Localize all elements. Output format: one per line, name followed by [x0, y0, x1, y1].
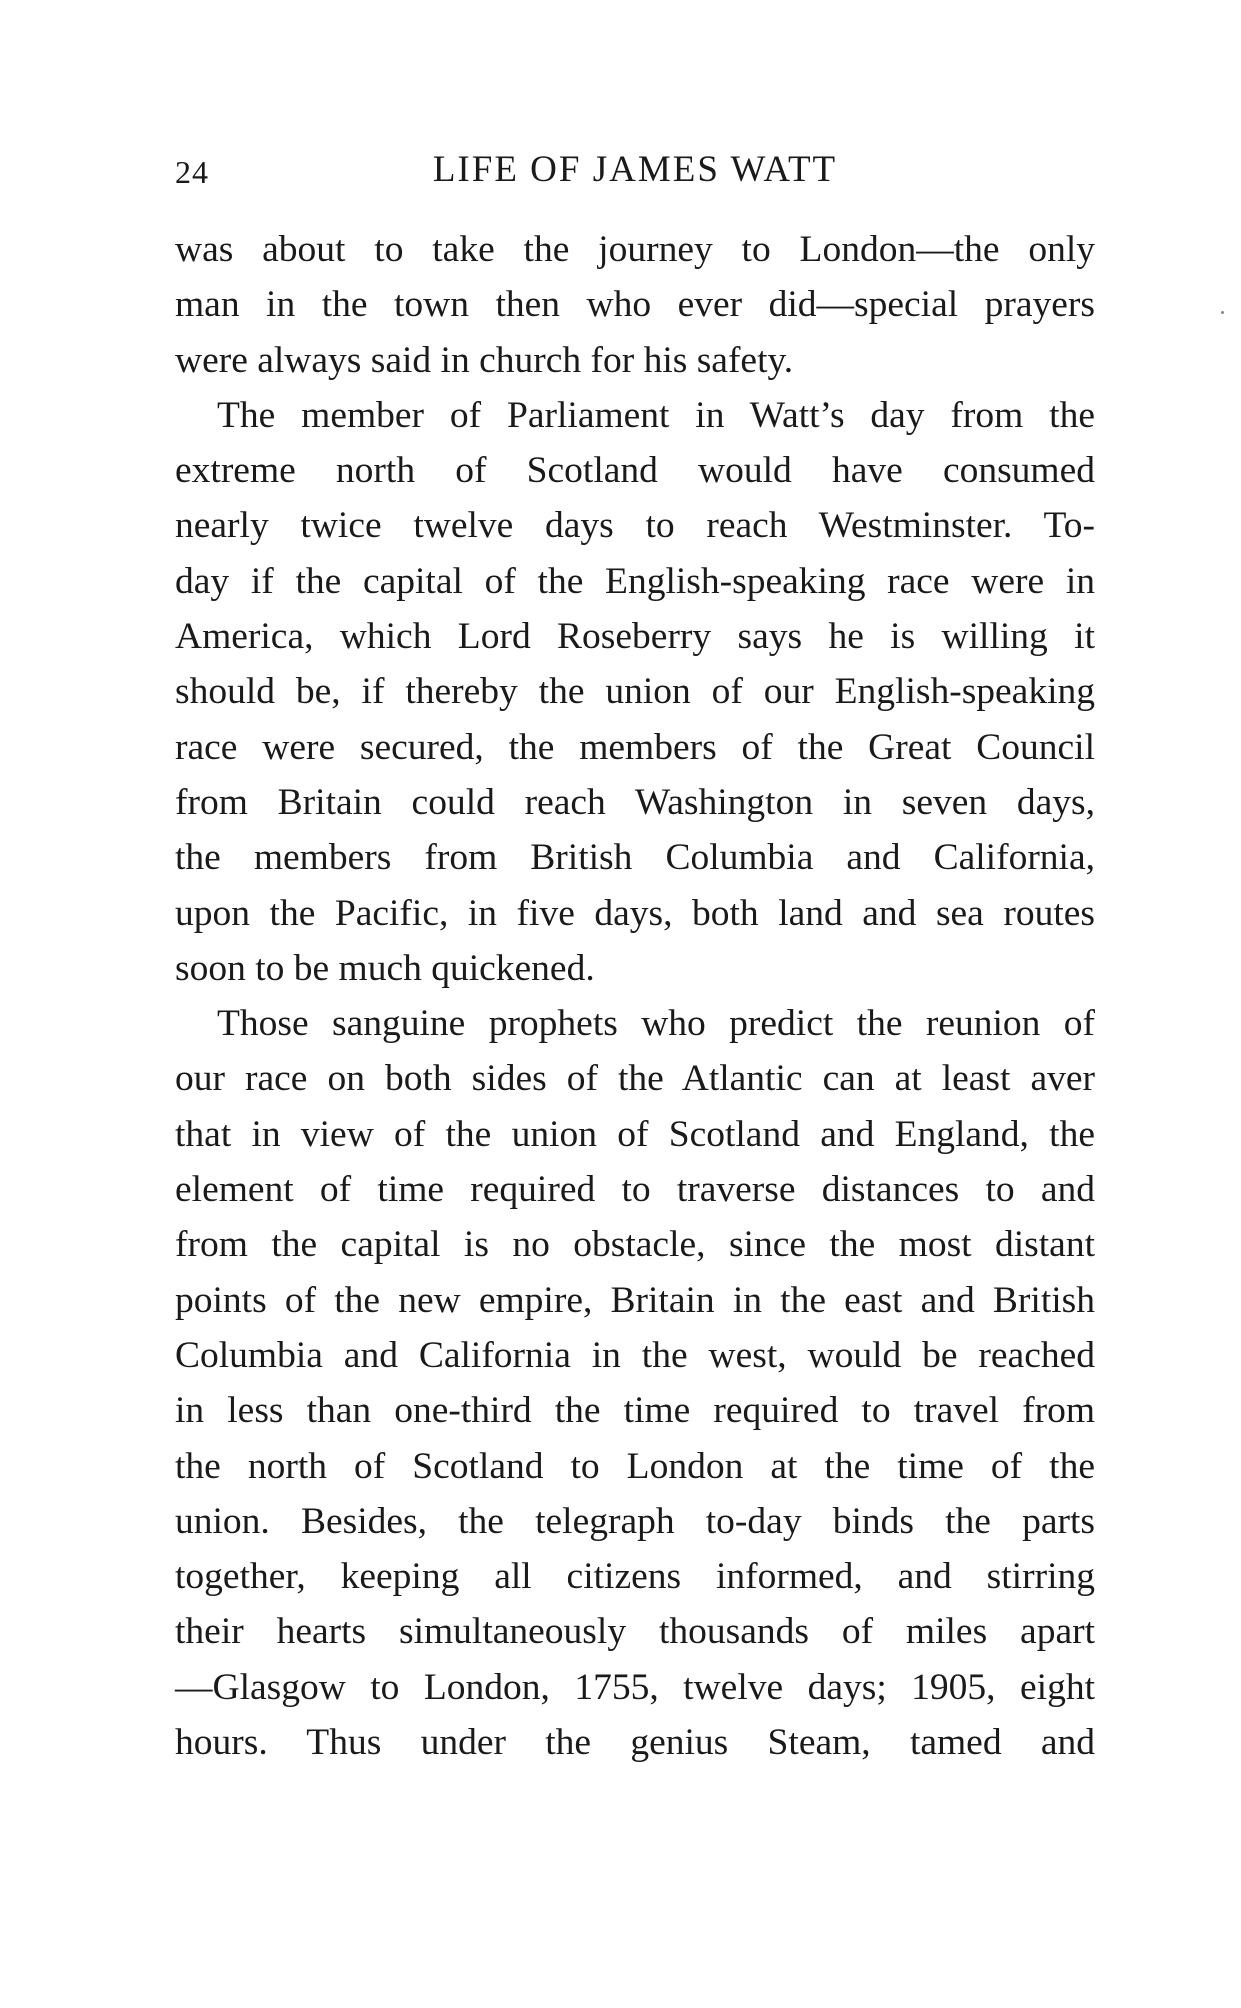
text-line: America, which Lord Roseberry says he is willing it [175, 616, 1095, 658]
text-line: their hearts simultaneously thousands of miles apart [175, 1611, 1095, 1653]
text-line: were always said in church for his safety. [175, 339, 794, 381]
text-line: race were secured, the members of the Great Council [175, 726, 1095, 768]
text-line: from the capital is no obstacle, since the most distant [175, 1224, 1095, 1266]
text-line: that in view of the union of Scotland and England, the [175, 1113, 1095, 1155]
paragraph-1 [175, 222, 1095, 388]
paragraph-3 [175, 996, 1095, 1770]
text-line: nearly twice twelve days to reach Westminster. To- [175, 505, 1095, 547]
text-line: should be, if thereby the union of our English-speaking [175, 671, 1095, 713]
text-line: The member of Parliament in Watt’s day from the [217, 394, 1095, 436]
text-line: in less than one-third the time required to travel from [175, 1390, 1095, 1432]
text-line: Columbia and California in the west, would be reached [175, 1334, 1095, 1376]
paragraph-2 [175, 388, 1095, 996]
text-line: —Glasgow to London, 1755, twelve days; 1905, eight [175, 1666, 1095, 1708]
text-line: hours. Thus under the genius Steam, tamed and [175, 1722, 1095, 1764]
text-line: union. Besides, the telegraph to-day binds the parts [175, 1500, 1095, 1542]
page-number: 24 [175, 154, 209, 190]
text-line: man in the town then who ever did—special prayers [175, 284, 1095, 326]
text-line: points of the new empire, Britain in the east and British [175, 1279, 1095, 1321]
text-line: day if the capital of the English-speaking race were in [175, 560, 1095, 602]
page-header [175, 148, 1095, 198]
text-line: from Britain could reach Washington in seven days, [175, 781, 1095, 823]
text-line: soon to be much quickened. [175, 947, 595, 989]
text-line: the members from British Columbia and California, [175, 837, 1095, 879]
text-line: Those sanguine prophets who predict the reunion of [217, 1003, 1095, 1045]
text-line: was about to take the journey to London—the only [175, 229, 1095, 270]
scan-speck [1221, 311, 1224, 314]
text-line: together, keeping all citizens informed, and stirring [175, 1556, 1095, 1598]
text-line: upon the Pacific, in five days, both land and sea routes [175, 892, 1095, 934]
body-text [175, 222, 1095, 1770]
text-line: our race on both sides of the Atlantic can at least aver [175, 1058, 1095, 1100]
text-line: the north of Scotland to London at the time of the [175, 1445, 1095, 1487]
running-title: LIFE OF JAMES WATT [432, 149, 838, 190]
text-line: element of time required to traverse distances to and [175, 1169, 1095, 1211]
text-line: extreme north of Scotland would have consumed [175, 450, 1095, 492]
